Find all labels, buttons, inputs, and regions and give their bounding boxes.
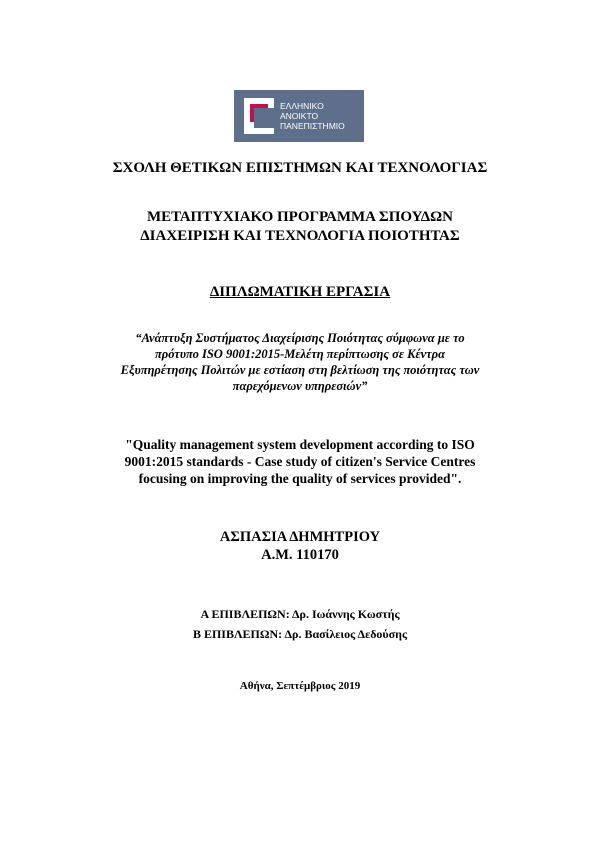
thesis-title-english (40, 436, 560, 487)
title-greek-line-1: “Ανάπτυξη Συστήματος Διαχείρισης Ποιότητας σύμφωνα με το (135, 331, 465, 345)
thesis-label: ΔΙΠΛΩΜΑΤΙΚΗ ΕΡΓΑΣΙΑ (209, 284, 391, 300)
logo-line-2: ΑΝΟΙΚΤΟ (280, 111, 319, 121)
title-greek-line-4: παρεχόμενων υπηρεσιών” (232, 379, 368, 393)
author-block (40, 528, 560, 564)
supervisors-block (40, 604, 560, 644)
supervisor-first: Α ΕΠΙΒΛΕΠΩΝ: Δρ. Ιωάννης Κωστής (200, 607, 400, 621)
university-logo (234, 90, 364, 142)
title-english-line-3: focusing on improving the quality of services provided". (138, 471, 462, 486)
author-name: ΑΣΠΑΣΙΑ ΔΗΜΗΤΡΙΟΥ (219, 529, 381, 545)
title-english-line-2: 9001:2015 standards - Case study of citizen's Service Centres (124, 454, 476, 469)
title-english-line-1: "Quality management system development according to ISO (125, 437, 475, 452)
logo-mark-icon (244, 98, 274, 134)
author-id: Α.Μ. 110170 (261, 547, 339, 563)
program-title (40, 208, 560, 246)
program-line-1: ΜΕΤΑΠΤΥΧΙΑΚΟ ΠΡΟΓΡΑΜΜΑ ΣΠΟΥΔΩΝ (147, 209, 453, 225)
thesis-title-greek (40, 330, 560, 394)
supervisor-second: Β ΕΠΙΒΛΕΠΩΝ: Δρ. Βασίλειος Δεδούσης (192, 627, 408, 641)
date-place: Αθήνα, Σεπτέμβριος 2019 (239, 680, 361, 692)
school-name: ΣΧΟΛΗ ΘΕΤΙΚΩΝ ΕΠΙΣΤΗΜΩΝ ΚΑΙ ΤΕΧΝΟΛΟΓΙΑΣ (112, 160, 488, 176)
logo-line-1: ΕΛΛΗΝΙΚΟ (280, 101, 324, 111)
title-greek-line-2: πρότυπο ISO 9001:2015-Μελέτη περίπτωσης σε Κέντρα (154, 347, 446, 361)
program-line-2: ΔΙΑΧΕΙΡΙΣΗ ΚΑΙ ΤΕΧΝΟΛΟΓΙΑ ΠΟΙΟΤΗΤΑΣ (140, 228, 460, 244)
logo-line-3: ΠΑΝΕΠΙΣΤΗΜΙΟ (280, 121, 345, 131)
title-greek-line-3: Εξυπηρέτησης Πολιτών με εστίαση στη βελτίωση της ποιότητας των (120, 363, 480, 377)
logo-text (280, 101, 345, 131)
